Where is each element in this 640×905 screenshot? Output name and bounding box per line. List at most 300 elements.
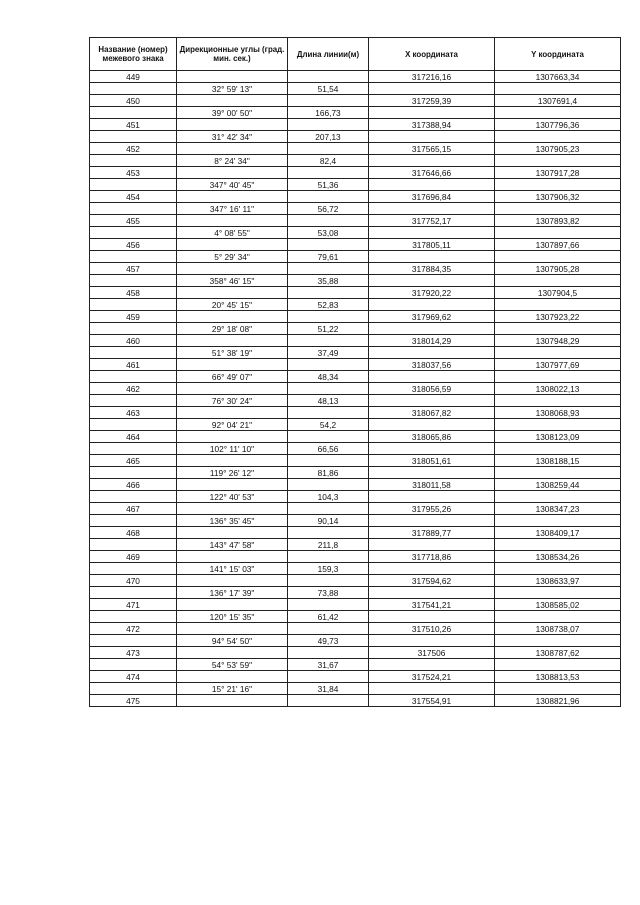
table-row [90,71,621,83]
angle-cell: 143° 47' 58" [177,539,288,551]
empty-angle-cell [177,335,288,347]
length-cell: 48,13 [288,395,369,407]
table-row [90,179,621,191]
empty-name-cell [90,107,177,119]
y-coordinate-cell: 1307977,69 [495,359,621,371]
table-row [90,131,621,143]
empty-name-cell [90,275,177,287]
empty-y-cell [495,275,621,287]
empty-length-cell [288,71,369,83]
angle-cell: 31° 42' 34" [177,131,288,143]
y-coordinate-cell: 1307905,23 [495,143,621,155]
empty-y-cell [495,683,621,695]
empty-length-cell [288,143,369,155]
angle-cell: 8° 24' 34" [177,155,288,167]
empty-name-cell [90,515,177,527]
empty-x-cell [369,347,495,359]
y-coordinate-cell: 1308188,15 [495,455,621,467]
empty-y-cell [495,395,621,407]
angle-cell: 94° 54' 50" [177,635,288,647]
length-cell: 48,34 [288,371,369,383]
header-length: Длина линии(м) [288,38,369,71]
table-row [90,323,621,335]
y-coordinate-cell: 1307893,82 [495,215,621,227]
empty-length-cell [288,647,369,659]
table-row [90,107,621,119]
x-coordinate-cell: 317752,17 [369,215,495,227]
table-row [90,443,621,455]
x-coordinate-cell: 317594,62 [369,575,495,587]
empty-name-cell [90,611,177,623]
empty-x-cell [369,323,495,335]
table-row [90,299,621,311]
x-coordinate-cell: 317541,21 [369,599,495,611]
length-cell: 37,49 [288,347,369,359]
table-row [90,83,621,95]
table-row [90,347,621,359]
x-coordinate-cell: 317718,86 [369,551,495,563]
table-row [90,479,621,491]
header-angle: Дирекционные углы (град. мин. сек.) [177,38,288,71]
empty-name-cell [90,635,177,647]
empty-y-cell [495,371,621,383]
x-coordinate-cell: 318014,29 [369,335,495,347]
point-name-cell: 451 [90,119,177,131]
empty-y-cell [495,563,621,575]
empty-length-cell [288,383,369,395]
x-coordinate-cell: 317696,84 [369,191,495,203]
angle-cell: 15° 21' 16" [177,683,288,695]
empty-angle-cell [177,695,288,707]
length-cell: 166,73 [288,107,369,119]
length-cell: 90,14 [288,515,369,527]
table-row [90,683,621,695]
empty-length-cell [288,407,369,419]
table-row [90,515,621,527]
angle-cell: 102° 11' 10" [177,443,288,455]
table-row [90,407,621,419]
empty-angle-cell [177,431,288,443]
y-coordinate-cell: 1307923,22 [495,311,621,323]
empty-name-cell [90,419,177,431]
empty-y-cell [495,107,621,119]
y-coordinate-cell: 1308022,13 [495,383,621,395]
empty-y-cell [495,131,621,143]
x-coordinate-cell: 317955,26 [369,503,495,515]
y-coordinate-cell: 1307663,34 [495,71,621,83]
empty-length-cell [288,623,369,635]
empty-x-cell [369,563,495,575]
angle-cell: 347° 16' 11" [177,203,288,215]
empty-angle-cell [177,71,288,83]
empty-name-cell [90,659,177,671]
table-row [90,503,621,515]
empty-x-cell [369,539,495,551]
length-cell: 56,72 [288,203,369,215]
table-row [90,647,621,659]
table-body [90,71,621,707]
empty-name-cell [90,683,177,695]
angle-cell: 136° 17' 39" [177,587,288,599]
empty-y-cell [495,419,621,431]
empty-y-cell [495,587,621,599]
empty-angle-cell [177,671,288,683]
x-coordinate-cell: 318011,58 [369,479,495,491]
empty-y-cell [495,227,621,239]
angle-cell: 29° 18' 08" [177,323,288,335]
point-name-cell: 460 [90,335,177,347]
point-name-cell: 470 [90,575,177,587]
empty-x-cell [369,515,495,527]
y-coordinate-cell: 1307905,28 [495,263,621,275]
y-coordinate-cell: 1308409,17 [495,527,621,539]
length-cell: 51,36 [288,179,369,191]
empty-x-cell [369,419,495,431]
length-cell: 73,88 [288,587,369,599]
point-name-cell: 473 [90,647,177,659]
y-coordinate-cell: 1308821,96 [495,695,621,707]
point-name-cell: 474 [90,671,177,683]
y-coordinate-cell: 1308259,44 [495,479,621,491]
angle-cell: 66° 49' 07" [177,371,288,383]
table-row [90,431,621,443]
empty-x-cell [369,659,495,671]
length-cell: 51,22 [288,323,369,335]
point-name-cell: 472 [90,623,177,635]
x-coordinate-cell: 318056,59 [369,383,495,395]
empty-name-cell [90,227,177,239]
table-row [90,275,621,287]
empty-angle-cell [177,287,288,299]
table-row [90,455,621,467]
empty-y-cell [495,83,621,95]
table-row [90,311,621,323]
point-name-cell: 452 [90,143,177,155]
table-row [90,95,621,107]
empty-angle-cell [177,167,288,179]
table-row [90,599,621,611]
point-name-cell: 464 [90,431,177,443]
table-row [90,419,621,431]
y-coordinate-cell: 1308347,23 [495,503,621,515]
y-coordinate-cell: 1307917,28 [495,167,621,179]
empty-angle-cell [177,455,288,467]
x-coordinate-cell: 317524,21 [369,671,495,683]
y-coordinate-cell: 1307906,32 [495,191,621,203]
y-coordinate-cell: 1307691,4 [495,95,621,107]
table-header-row [90,38,621,71]
empty-name-cell [90,539,177,551]
y-coordinate-cell: 1308633,97 [495,575,621,587]
point-name-cell: 466 [90,479,177,491]
x-coordinate-cell: 317510,26 [369,623,495,635]
angle-cell: 4° 08' 55" [177,227,288,239]
length-cell: 35,88 [288,275,369,287]
empty-x-cell [369,467,495,479]
angle-cell: 358° 46' 15" [177,275,288,287]
table-row [90,491,621,503]
empty-x-cell [369,491,495,503]
empty-x-cell [369,107,495,119]
table-row [90,671,621,683]
y-coordinate-cell: 1308123,09 [495,431,621,443]
angle-cell: 54° 53' 59" [177,659,288,671]
empty-y-cell [495,347,621,359]
point-name-cell: 462 [90,383,177,395]
header-name: Название (номер) межевого знака [90,38,177,71]
empty-angle-cell [177,647,288,659]
empty-angle-cell [177,311,288,323]
empty-length-cell [288,287,369,299]
y-coordinate-cell: 1308787,62 [495,647,621,659]
coordinates-table [89,37,621,707]
empty-angle-cell [177,479,288,491]
empty-y-cell [495,467,621,479]
empty-y-cell [495,659,621,671]
empty-angle-cell [177,215,288,227]
point-name-cell: 459 [90,311,177,323]
table-row [90,539,621,551]
empty-name-cell [90,347,177,359]
empty-y-cell [495,179,621,191]
empty-x-cell [369,683,495,695]
angle-cell: 141° 15' 03" [177,563,288,575]
table-row [90,215,621,227]
length-cell: 104,3 [288,491,369,503]
empty-y-cell [495,491,621,503]
empty-y-cell [495,299,621,311]
table-row [90,239,621,251]
length-cell: 53,08 [288,227,369,239]
empty-angle-cell [177,239,288,251]
table-row [90,359,621,371]
empty-length-cell [288,431,369,443]
empty-length-cell [288,575,369,587]
empty-y-cell [495,611,621,623]
angle-cell: 92° 04' 21" [177,419,288,431]
table-row [90,551,621,563]
angle-cell: 5° 29' 34" [177,251,288,263]
table-row [90,371,621,383]
table-row [90,203,621,215]
table-row [90,143,621,155]
header-x: X координата [369,38,495,71]
empty-length-cell [288,215,369,227]
empty-y-cell [495,539,621,551]
x-coordinate-cell: 317969,62 [369,311,495,323]
table-row [90,659,621,671]
x-coordinate-cell: 317506 [369,647,495,659]
empty-name-cell [90,443,177,455]
empty-x-cell [369,587,495,599]
empty-x-cell [369,83,495,95]
empty-angle-cell [177,551,288,563]
empty-length-cell [288,503,369,515]
y-coordinate-cell: 1307897,66 [495,239,621,251]
table-row [90,155,621,167]
empty-x-cell [369,227,495,239]
length-cell: 31,84 [288,683,369,695]
angle-cell: 76° 30' 24" [177,395,288,407]
length-cell: 211,8 [288,539,369,551]
empty-x-cell [369,131,495,143]
empty-name-cell [90,467,177,479]
x-coordinate-cell: 318065,86 [369,431,495,443]
point-name-cell: 469 [90,551,177,563]
length-cell: 82,4 [288,155,369,167]
table-row [90,119,621,131]
empty-name-cell [90,323,177,335]
empty-x-cell [369,395,495,407]
x-coordinate-cell: 317920,22 [369,287,495,299]
empty-length-cell [288,455,369,467]
point-name-cell: 458 [90,287,177,299]
length-cell: 51,54 [288,83,369,95]
empty-x-cell [369,155,495,167]
point-name-cell: 463 [90,407,177,419]
empty-x-cell [369,251,495,263]
point-name-cell: 450 [90,95,177,107]
point-name-cell: 455 [90,215,177,227]
empty-x-cell [369,179,495,191]
table-row [90,335,621,347]
x-coordinate-cell: 317805,11 [369,239,495,251]
empty-angle-cell [177,623,288,635]
length-cell: 54,2 [288,419,369,431]
x-coordinate-cell: 318037,56 [369,359,495,371]
empty-y-cell [495,155,621,167]
empty-length-cell [288,359,369,371]
empty-y-cell [495,443,621,455]
y-coordinate-cell: 1308534,26 [495,551,621,563]
table-row [90,383,621,395]
x-coordinate-cell: 317565,15 [369,143,495,155]
empty-name-cell [90,203,177,215]
empty-length-cell [288,479,369,491]
empty-name-cell [90,155,177,167]
empty-x-cell [369,275,495,287]
empty-angle-cell [177,575,288,587]
empty-angle-cell [177,191,288,203]
y-coordinate-cell: 1308738,07 [495,623,621,635]
empty-length-cell [288,551,369,563]
length-cell: 79,61 [288,251,369,263]
empty-angle-cell [177,263,288,275]
table-row [90,575,621,587]
angle-cell: 39° 00' 50" [177,107,288,119]
length-cell: 159,3 [288,563,369,575]
table-row [90,191,621,203]
point-name-cell: 475 [90,695,177,707]
length-cell: 61,42 [288,611,369,623]
table-row [90,287,621,299]
empty-angle-cell [177,95,288,107]
empty-length-cell [288,695,369,707]
angle-cell: 136° 35' 45" [177,515,288,527]
table-row [90,623,621,635]
table-row [90,635,621,647]
angle-cell: 32° 59' 13" [177,83,288,95]
empty-name-cell [90,131,177,143]
empty-y-cell [495,635,621,647]
x-coordinate-cell: 317554,91 [369,695,495,707]
angle-cell: 120° 15' 35" [177,611,288,623]
point-name-cell: 467 [90,503,177,515]
table-row [90,563,621,575]
x-coordinate-cell: 317646,66 [369,167,495,179]
empty-length-cell [288,167,369,179]
angle-cell: 20° 45' 15" [177,299,288,311]
empty-length-cell [288,311,369,323]
y-coordinate-cell: 1307948,29 [495,335,621,347]
length-cell: 52,83 [288,299,369,311]
point-name-cell: 461 [90,359,177,371]
x-coordinate-cell: 317884,35 [369,263,495,275]
empty-x-cell [369,611,495,623]
angle-cell: 122° 40' 53" [177,491,288,503]
empty-angle-cell [177,359,288,371]
empty-length-cell [288,95,369,107]
angle-cell: 51° 38' 19" [177,347,288,359]
angle-cell: 347° 40' 45" [177,179,288,191]
table-row [90,467,621,479]
empty-length-cell [288,335,369,347]
empty-y-cell [495,323,621,335]
empty-name-cell [90,299,177,311]
empty-name-cell [90,371,177,383]
x-coordinate-cell: 318051,61 [369,455,495,467]
empty-length-cell [288,527,369,539]
x-coordinate-cell: 317216,16 [369,71,495,83]
length-cell: 81,86 [288,467,369,479]
empty-x-cell [369,371,495,383]
empty-name-cell [90,179,177,191]
angle-cell: 119° 26' 12" [177,467,288,479]
empty-x-cell [369,299,495,311]
empty-angle-cell [177,503,288,515]
empty-angle-cell [177,383,288,395]
y-coordinate-cell: 1307904,5 [495,287,621,299]
point-name-cell: 457 [90,263,177,275]
table-row [90,263,621,275]
empty-length-cell [288,191,369,203]
y-coordinate-cell: 1308068,93 [495,407,621,419]
empty-x-cell [369,203,495,215]
point-name-cell: 468 [90,527,177,539]
point-name-cell: 454 [90,191,177,203]
empty-y-cell [495,203,621,215]
x-coordinate-cell: 317259,39 [369,95,495,107]
empty-x-cell [369,443,495,455]
table-row [90,587,621,599]
empty-angle-cell [177,143,288,155]
empty-name-cell [90,251,177,263]
empty-angle-cell [177,599,288,611]
empty-name-cell [90,395,177,407]
point-name-cell: 471 [90,599,177,611]
table-row [90,167,621,179]
length-cell: 207,13 [288,131,369,143]
point-name-cell: 449 [90,71,177,83]
empty-x-cell [369,635,495,647]
y-coordinate-cell: 1307796,36 [495,119,621,131]
empty-y-cell [495,515,621,527]
table-row [90,527,621,539]
table-row [90,611,621,623]
empty-length-cell [288,119,369,131]
x-coordinate-cell: 317889,77 [369,527,495,539]
table-row [90,395,621,407]
